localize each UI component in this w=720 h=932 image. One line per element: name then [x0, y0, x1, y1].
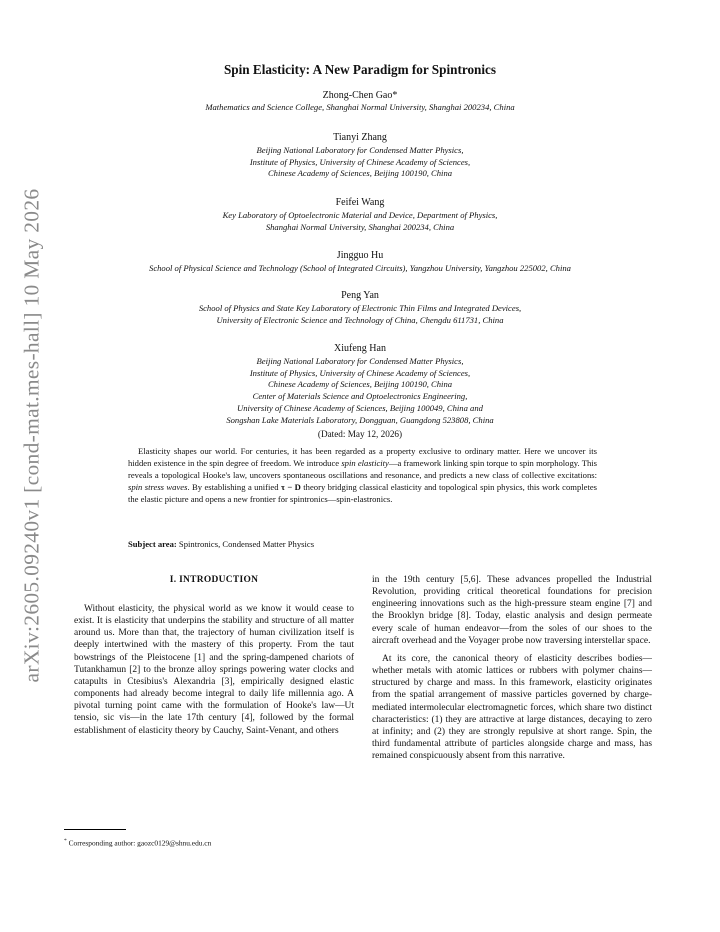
date-line: (Dated: May 12, 2026) — [317, 429, 403, 439]
author-affiliation: Beijing National Laboratory for Condensed Matter Physics, Institute of Physics, University of Chinese Academy of Sciences, Chinese Academy of Sciences, Beijing 100190, China Center of Materials Science and Optoelectronics Engineering, University of Chinese Academy of Sciences, Beijing 100049, China and Songshan Lake Materials Laboratory, Dongguan, Guangdong 523808, China — [226, 356, 494, 425]
arxiv-sidebar-stamp: arXiv:2605.09240v1 [cond-mat.mes-hall] 10 May 2026 — [19, 188, 44, 682]
paragraph: in the 19th century [5,6]. These advances propelled the Industrial Revolution, providing critical theoretical foundations for precision engineering innovations such as the high-pressure steam engine [7] and the Brooklyn bridge [8]. Today, elastic analysis and design permeate every scale of human endeavor—from the soles of our shoes to the aircraft overhead and the Voyager probe now traversing interstellar space. — [372, 575, 652, 646]
author-name: Xiufeng Han — [334, 343, 386, 354]
abstract: Elasticity shapes our world. For centuries, it has been regarded as a property exclusive to ordinary matter. Here we uncover its hidden existence in the spin degree of freedom. We introduce spin elasticity—a framework linking spin torque to spin morphology. This reveals a topological Hooke's law, uncovers spontaneous oscillations and resonance, and predicts a new class of collective excitations: spin stress waves. By establishing a unified τ − D theory bridging classical elasticity and topological spin physics, this work completes the elastic picture and opens a new frontier for spintronics—spin-elastronics. — [128, 446, 597, 504]
section-heading: I. INTRODUCTION — [169, 575, 259, 585]
left-column — [74, 603, 354, 737]
paragraph: Without elasticity, the physical world as we know it would cease to exist. It is elasticity that underpins the stability and structure of all matter around us. More than that, the trajectory of human civilization itself is deeply intertwined with the mastery of this property. From the taut bowstrings of the Pleistocene [1] and the spring-dampened chariots of Tutankhamun [2] to the bronze alloy springs powering water clocks and catapults in Ctesibius's Alexandria [3], empirically designed elastic components had already become integral to daily life millennia ago. A pivotal turning point came with the formulation of Hooke's law—Ut tensio, sic vis—in the late 17th century [4], followed by the formal establishment of elasticity theory by Cauchy, Saint-Venant, and others — [74, 604, 354, 736]
author-name: Zhong-Chen Gao* — [322, 90, 398, 101]
author-name: Jingguo Hu — [336, 250, 384, 261]
author-name: Tianyi Zhang — [333, 132, 387, 143]
author-affiliation: School of Physical Science and Technology (School of Integrated Circuits), Yangzhou University, Yangzhou 225002, China — [149, 263, 571, 273]
footnote-rule — [64, 829, 126, 830]
author-affiliation: Mathematics and Science College, Shanghai Normal University, Shanghai 200234, China — [205, 102, 515, 112]
paragraph: At its core, the canonical theory of elasticity describes bodies—whether metals with atomic lattices or rubbers with polymer chains—structured by charge and mass. In this framework, elasticity originates from the spatial arrangement of massive particles governed by charge-mediated intermolecular electromagnetic forces, which share two distinct characteristics: (1) they are attractive at large distances, decaying to zero at infinity; and (2) they are strongly repulsive at short range. Spin, the third fundamental attribute of particles alongside charge and mass, has remained conspicuously absent from this narrative. — [372, 653, 652, 762]
author-name: Peng Yan — [341, 290, 379, 301]
author-affiliation: School of Physics and State Key Laboratory of Electronic Thin Films and Integrated Devices, University of Electronic Science and Technology of China, Chengdu 611731, China — [198, 303, 522, 325]
right-column — [372, 574, 652, 762]
author-affiliation: Beijing National Laboratory for Condensed Matter Physics, Institute of Physics, University of Chinese Academy of Sciences, Chinese Academy of Sciences, Beijing 100190, China — [249, 145, 471, 179]
paper-title: Spin Elasticity: A New Paradigm for Spintronics — [223, 62, 497, 77]
author-name: Feifei Wang — [335, 197, 385, 208]
author-affiliation: Key Laboratory of Optoelectronic Material and Device, Department of Physics, Shanghai Normal University, Shanghai 200234, China — [222, 210, 498, 232]
footnote: * Corresponding author: gaozc0129@shnu.edu.cn — [64, 838, 212, 848]
subject-area: Subject area: Spintronics, Condensed Matter Physics — [128, 539, 315, 549]
